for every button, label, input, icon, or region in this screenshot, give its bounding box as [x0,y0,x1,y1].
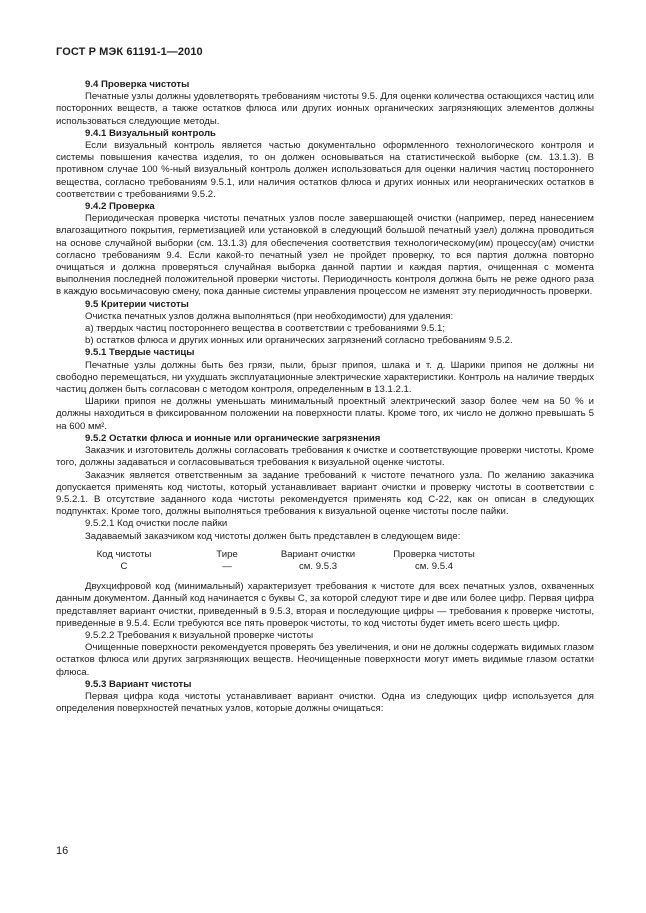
paragraph: Заказчик является ответственным за задание требований к чистоте печатного узла. По желанию заказчика допускается применять код чистоты, который устанавливает вариант очистки и проверку чистоты в соответствии с 9.5.2.1. В отсутствие заданного кода чистоты рекомендуется применять код С-22, как он описан в следующих подпунктах. Кроме того, должны выполняться требования к визуальной оценке чистоты после пайки. [56,469,594,518]
section-heading-9-5: 9.5 Критерии чистоты [85,298,189,310]
page-number: 16 [56,845,69,857]
document-header: ГОСТ Р МЭК 61191-1—2010 [56,46,203,58]
paragraph: Заказчик и изготовитель должны согласовать требования к очистке и соответствующие проверки чистоты. Кроме того, должны задаваться и согласовываться требования к визуальной оценке чистоты. [56,445,594,469]
code-column-label: Проверка чистоты [393,548,475,560]
paragraph: Печатные узлы должны быть без грязи, пыли, брызг припоя, шлака и т. д. Шарики припоя не должны ни свободно перемещаться, ни ухудшать эксплуатационные электрические характеристики. Контроль на наличие твердых частиц должен быть согласован с методом контроля, определенным в 13.1.2.1. [56,359,594,396]
section-heading-9-5-3: 9.5.3 Вариант чистоты [85,678,192,690]
paragraph: Двухцифровой код (минимальный) характеризует требования к чистоте для всех печатных узлов, охваченных данным документом. Данный код начинается с буквы C, за которой следуют тире и две или более цифр. Первая цифра представляет вариант очистки, приведенный в 9.5.3, вторая и последующие цифры — требования к проверке чистоты, приведенные в 9.5.4. Если требуются все пять проверок чистоты, то код чистоты будет иметь всего шесть цифр. [56,581,594,629]
code-column [192,549,262,573]
paragraph: Шарики припоя не должны уменьшать минимальный проектный электрический зазор более чем на 50 % и должны находиться в фиксированном положении на поверхности платы. Кроме того, их число не должно превышать 5 на 600 мм². [56,396,594,432]
list-item-b: b) остатков флюса и других ионных или органических загрязнений согласно требованиям 9.5.2. [85,335,513,347]
subsection-heading-9-5-2-2: 9.5.2.2 Требования к визуальной проверке чистоты [85,629,314,641]
subsection-heading-9-5-2-1: 9.5.2.1 Код очистки после пайки [85,518,228,530]
paragraph: Если визуальный контроль является частью документально оформленного технологического контроля и системы повышения качества изделия, то он должен основываться на статистической выборке (см. 13.1.3). В противном случае 100 %-ный визуальный контроль должен использоваться для оценки наличия частиц постороннего вещества, согласно требованиям 9.5.1, или наличия остатков флюса и других ионных или неорганических остатков в соответствии с требованиями 9.5.2. [56,140,594,200]
paragraph: Печатные узлы должны удовлетворять требованиям чистоты 9.5. Для оценки количества остающихся частиц или посторонних веществ, а также остатков флюса или других ионных органических загрязняющих элементов должны использоваться следующие методы. [56,91,594,127]
code-column-value: см. 9.5.4 [414,560,454,572]
section-heading-9-5-1: 9.5.1 Твердые частицы [85,347,195,359]
code-column [374,549,494,573]
paragraph: Первая цифра кода чистоты устанавливает вариант очистки. Одна из следующих цифр используется для определения поверхностей печатных узлов, которые должны очищаться: [56,690,594,715]
paragraph: Задаваемый заказчиком код чистоты должен быть представлен в следующем виде: [85,530,461,542]
paragraph: Очищенные поверхности рекомендуется проверять без увеличения, и они не должны содержать видимых глазом остатков флюса или других загрязняющих веществ. Неочищенные поверхности могут иметь видимые глазом остатки флюса. [56,642,594,678]
section-heading-9-4: 9.4 Проверка чистоты [85,79,190,90]
code-column-value: — [222,560,232,572]
code-column [56,549,192,573]
code-column-label: Вариант очистки [280,548,356,560]
section-heading-9-4-1: 9.4.1 Визуальный контроль [85,127,216,139]
paragraph: Периодическая проверка чистоты печатных узлов после завершающей очистки (например, перед нанесением влагозащитного покрытия, герметизацией или установкой в следующий большой печатный узел) должна проводиться на основе случайной выборки (см. 13.1.3) для обеспечения соответствия технологическому(им) процессу(ам) очистки согласно требованиям 9.4. Если какой-то печатный узел не пройдет проверку, то вся партия должна повторно очищаться и должна проверяться случайная выборка данной партии и каждая партия, очищенная с момента выполнения последней положительной проверки чистоты. Периодичность контроля должна быть не реже одного раза в каждую восьмичасовую смену, пока данные системы управления процессом не изменят эту периодичность проверки. [56,213,594,298]
code-column [262,549,374,573]
code-column-label: Тире [216,548,238,560]
paragraph: Очистка печатных узлов должна выполняться (при необходимости) для удаления: [85,310,454,322]
cleanliness-code-table [56,549,594,573]
list-item-a: a) твердых частиц постороннего вещества в соответствии с требованиями 9.5.1; [85,323,446,335]
code-column-value: C [120,560,128,572]
section-heading-9-4-2: 9.4.2 Проверка [85,201,155,213]
code-column-value: см. 9.5.3 [298,560,338,572]
section-heading-9-5-2: 9.5.2 Остатки флюса и ионные или органические загрязнения [85,432,381,444]
page-body [56,79,594,715]
code-column-label: Код чистоты [96,548,152,560]
